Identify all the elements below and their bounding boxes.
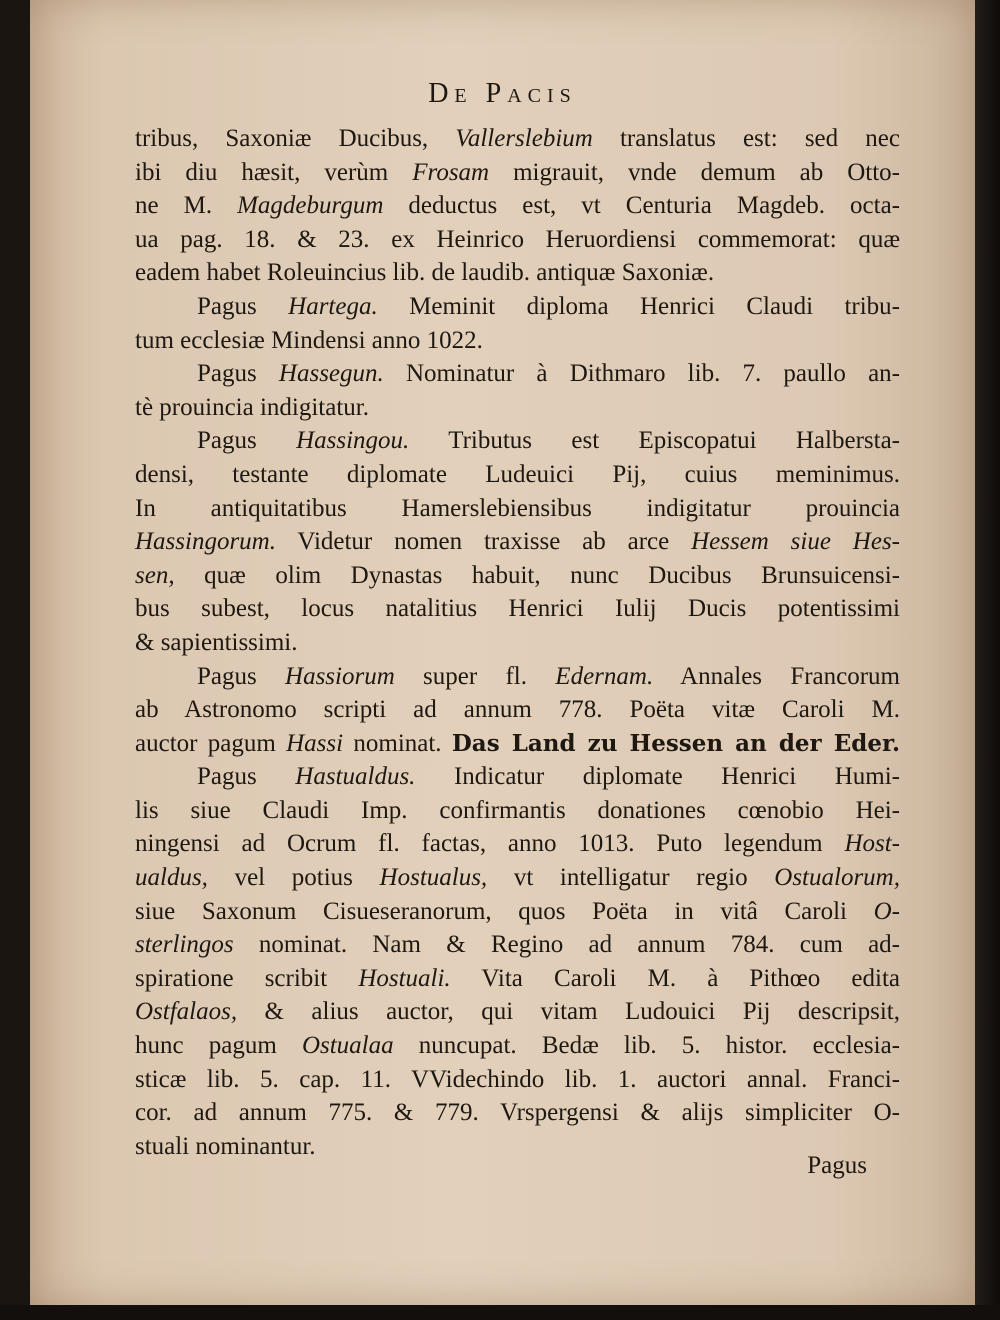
text-segment: Pagus [197, 292, 289, 320]
italic-text: Hassiorum [285, 662, 395, 690]
text-line [135, 424, 900, 458]
text-segment: & alius auctor, qui vitam Ludouici Pij descripsit, [237, 998, 900, 1026]
text-segment: In antiquitatibus Hamerslebiensibus indigitatur prouincia [135, 494, 900, 522]
text-line [135, 391, 900, 425]
text-segment: tum ecclesiæ Mindensi anno 1022. [135, 326, 483, 354]
text-segment: Pagus [197, 427, 297, 455]
text-line [135, 727, 900, 761]
text-segment: Indicatur diplomate Henrici Humi- [415, 763, 900, 791]
text-segment: nominat. Nam & Regino ad annum 784. cum ad- [233, 931, 900, 959]
text-segment: sticæ lib. 5. cap. 11. VVidechindo lib. 1. auctori annal. Franci- [135, 1065, 900, 1093]
book-page [30, 0, 975, 1305]
text-segment: hunc pagum [135, 1032, 302, 1060]
italic-text: Hassi [286, 729, 344, 757]
italic-text: Hassegun. [278, 360, 384, 388]
italic-text: Vallerslebium [455, 125, 593, 152]
text-segment: vel potius [207, 864, 380, 892]
text-line [135, 458, 900, 492]
text-line [135, 827, 900, 861]
text-segment: Vita Caroli M. à Pithœo edita [450, 964, 900, 992]
italic-text: Hostualus, [379, 864, 488, 892]
text-line [135, 223, 900, 257]
text-segment: nominat. [343, 729, 452, 757]
text-segment: ibi diu hæsit, verùm [135, 158, 413, 186]
italic-text: Edernam. [555, 662, 654, 690]
text-segment: vt intelligatur regio [487, 864, 775, 892]
text-segment: bus subest, locus natalitius Henrici Iulij Ducis potentissimi [135, 595, 900, 623]
text-segment: Annales Francorum [653, 662, 901, 690]
text-segment: eadem habet Roleuincius lib. de laudib. antiquæ Saxoniæ. [135, 259, 715, 287]
text-line [135, 357, 900, 391]
body-text [135, 122, 900, 1163]
text-line [135, 189, 900, 223]
text-line [135, 794, 900, 828]
text-line [135, 1063, 900, 1097]
text-segment: ne M. [135, 192, 238, 220]
text-segment: ua pag. 18. & 23. ex Heinrico Heruordiensi commemorat: quæ [135, 225, 900, 253]
text-segment: Meminit diploma Henrici Claudi tribu- [377, 292, 900, 320]
italic-text: sterlingos [135, 931, 234, 959]
italic-text: Ostfalaos, [135, 998, 238, 1026]
italic-text: Host- [844, 830, 900, 858]
text-line [135, 962, 900, 996]
text-segment: Pagus [197, 763, 296, 791]
text-line [135, 122, 900, 156]
italic-text: Hastualdus. [295, 763, 416, 791]
text-line [135, 324, 900, 358]
italic-text: sen, [135, 561, 175, 589]
text-segment: ab Astronomo scripti ad annum 778. Poëta vitæ Caroli M. [135, 696, 900, 724]
text-line [135, 995, 900, 1029]
text-segment: & sapientissimi. [135, 628, 298, 656]
text-segment: ningensi ad Ocrum fl. factas, anno 1013. Puto legendum [135, 830, 845, 858]
scan-border [0, 1305, 1000, 1320]
text-line [135, 928, 900, 962]
blackletter-text: Das Land zu Hessen an der Eder. [451, 729, 900, 757]
text-line [135, 525, 900, 559]
text-line [135, 626, 900, 660]
italic-text: Hartega. [288, 292, 378, 320]
text-segment: super fl. [394, 662, 556, 690]
italic-text: Hassingorum. [135, 528, 276, 556]
text-line [135, 693, 900, 727]
italic-text: Ostualaa [301, 1032, 394, 1060]
italic-text: Hessem siue Hes- [691, 528, 900, 556]
text-segment: tribus, Saxoniæ Ducibus, [135, 125, 456, 152]
text-segment: stuali nominantur. [135, 1132, 316, 1160]
italic-text: Frosam [412, 158, 490, 186]
text-segment: deductus est, vt Centuria Magdeb. octa- [383, 192, 901, 220]
text-line [135, 559, 900, 593]
italic-text: Hassingou. [296, 427, 410, 455]
text-segment: nuncupat. Bedæ lib. 5. histor. ecclesia- [393, 1032, 901, 1060]
text-line [135, 660, 900, 694]
text-segment: Tributus est Episcopatui Halbersta- [409, 427, 900, 455]
text-segment: tè prouincia indigitatur. [135, 393, 369, 421]
text-line [135, 492, 900, 526]
text-line [135, 1096, 900, 1130]
italic-text: Hostuali. [358, 964, 451, 992]
text-line [135, 592, 900, 626]
italic-text: Ostualorum, [774, 864, 900, 892]
text-line [135, 256, 900, 290]
text-line [135, 895, 900, 929]
text-segment: auctor pagum [135, 729, 287, 757]
text-line [135, 156, 900, 190]
text-line [135, 290, 900, 324]
text-segment: spiratione scribit [135, 964, 359, 992]
book-binding-edge [975, 0, 1000, 1320]
text-segment: Pagus [197, 360, 279, 388]
text-segment: Videtur nomen traxisse ab arce [276, 528, 692, 556]
text-segment: cor. ad annum 775. & 779. Vrspergensi & alijs simpliciter O- [135, 1099, 900, 1127]
italic-text: O- [873, 897, 900, 925]
text-line [135, 861, 900, 895]
italic-text: Magdeburgum [237, 192, 384, 220]
text-line [135, 1130, 900, 1164]
text-segment: Nominatur à Dithmaro lib. 7. paullo an- [383, 360, 900, 388]
text-segment: siue Saxonum Cisueseranorum, quos Poëta in vitâ Caroli [135, 897, 874, 925]
text-line [135, 760, 900, 794]
text-segment: lis siue Claudi Imp. confirmantis donationes cœnobio Hei- [135, 796, 900, 824]
text-segment: migrauit, vnde demum ab Otto- [489, 158, 901, 186]
text-segment: translatus est: sed nec [592, 125, 900, 152]
text-segment: Pagus [197, 662, 286, 690]
text-segment: quæ olim Dynastas habuit, nunc Ducibus Brunsuicensi- [174, 561, 900, 589]
italic-text: ualdus, [135, 864, 208, 892]
running-head: De Pacis [428, 78, 577, 109]
catchword: Pagus [807, 1152, 867, 1179]
text-line [135, 1029, 900, 1063]
text-segment: densi, testante diplomate Ludeuici Pij, cuius meminimus. [135, 460, 900, 488]
